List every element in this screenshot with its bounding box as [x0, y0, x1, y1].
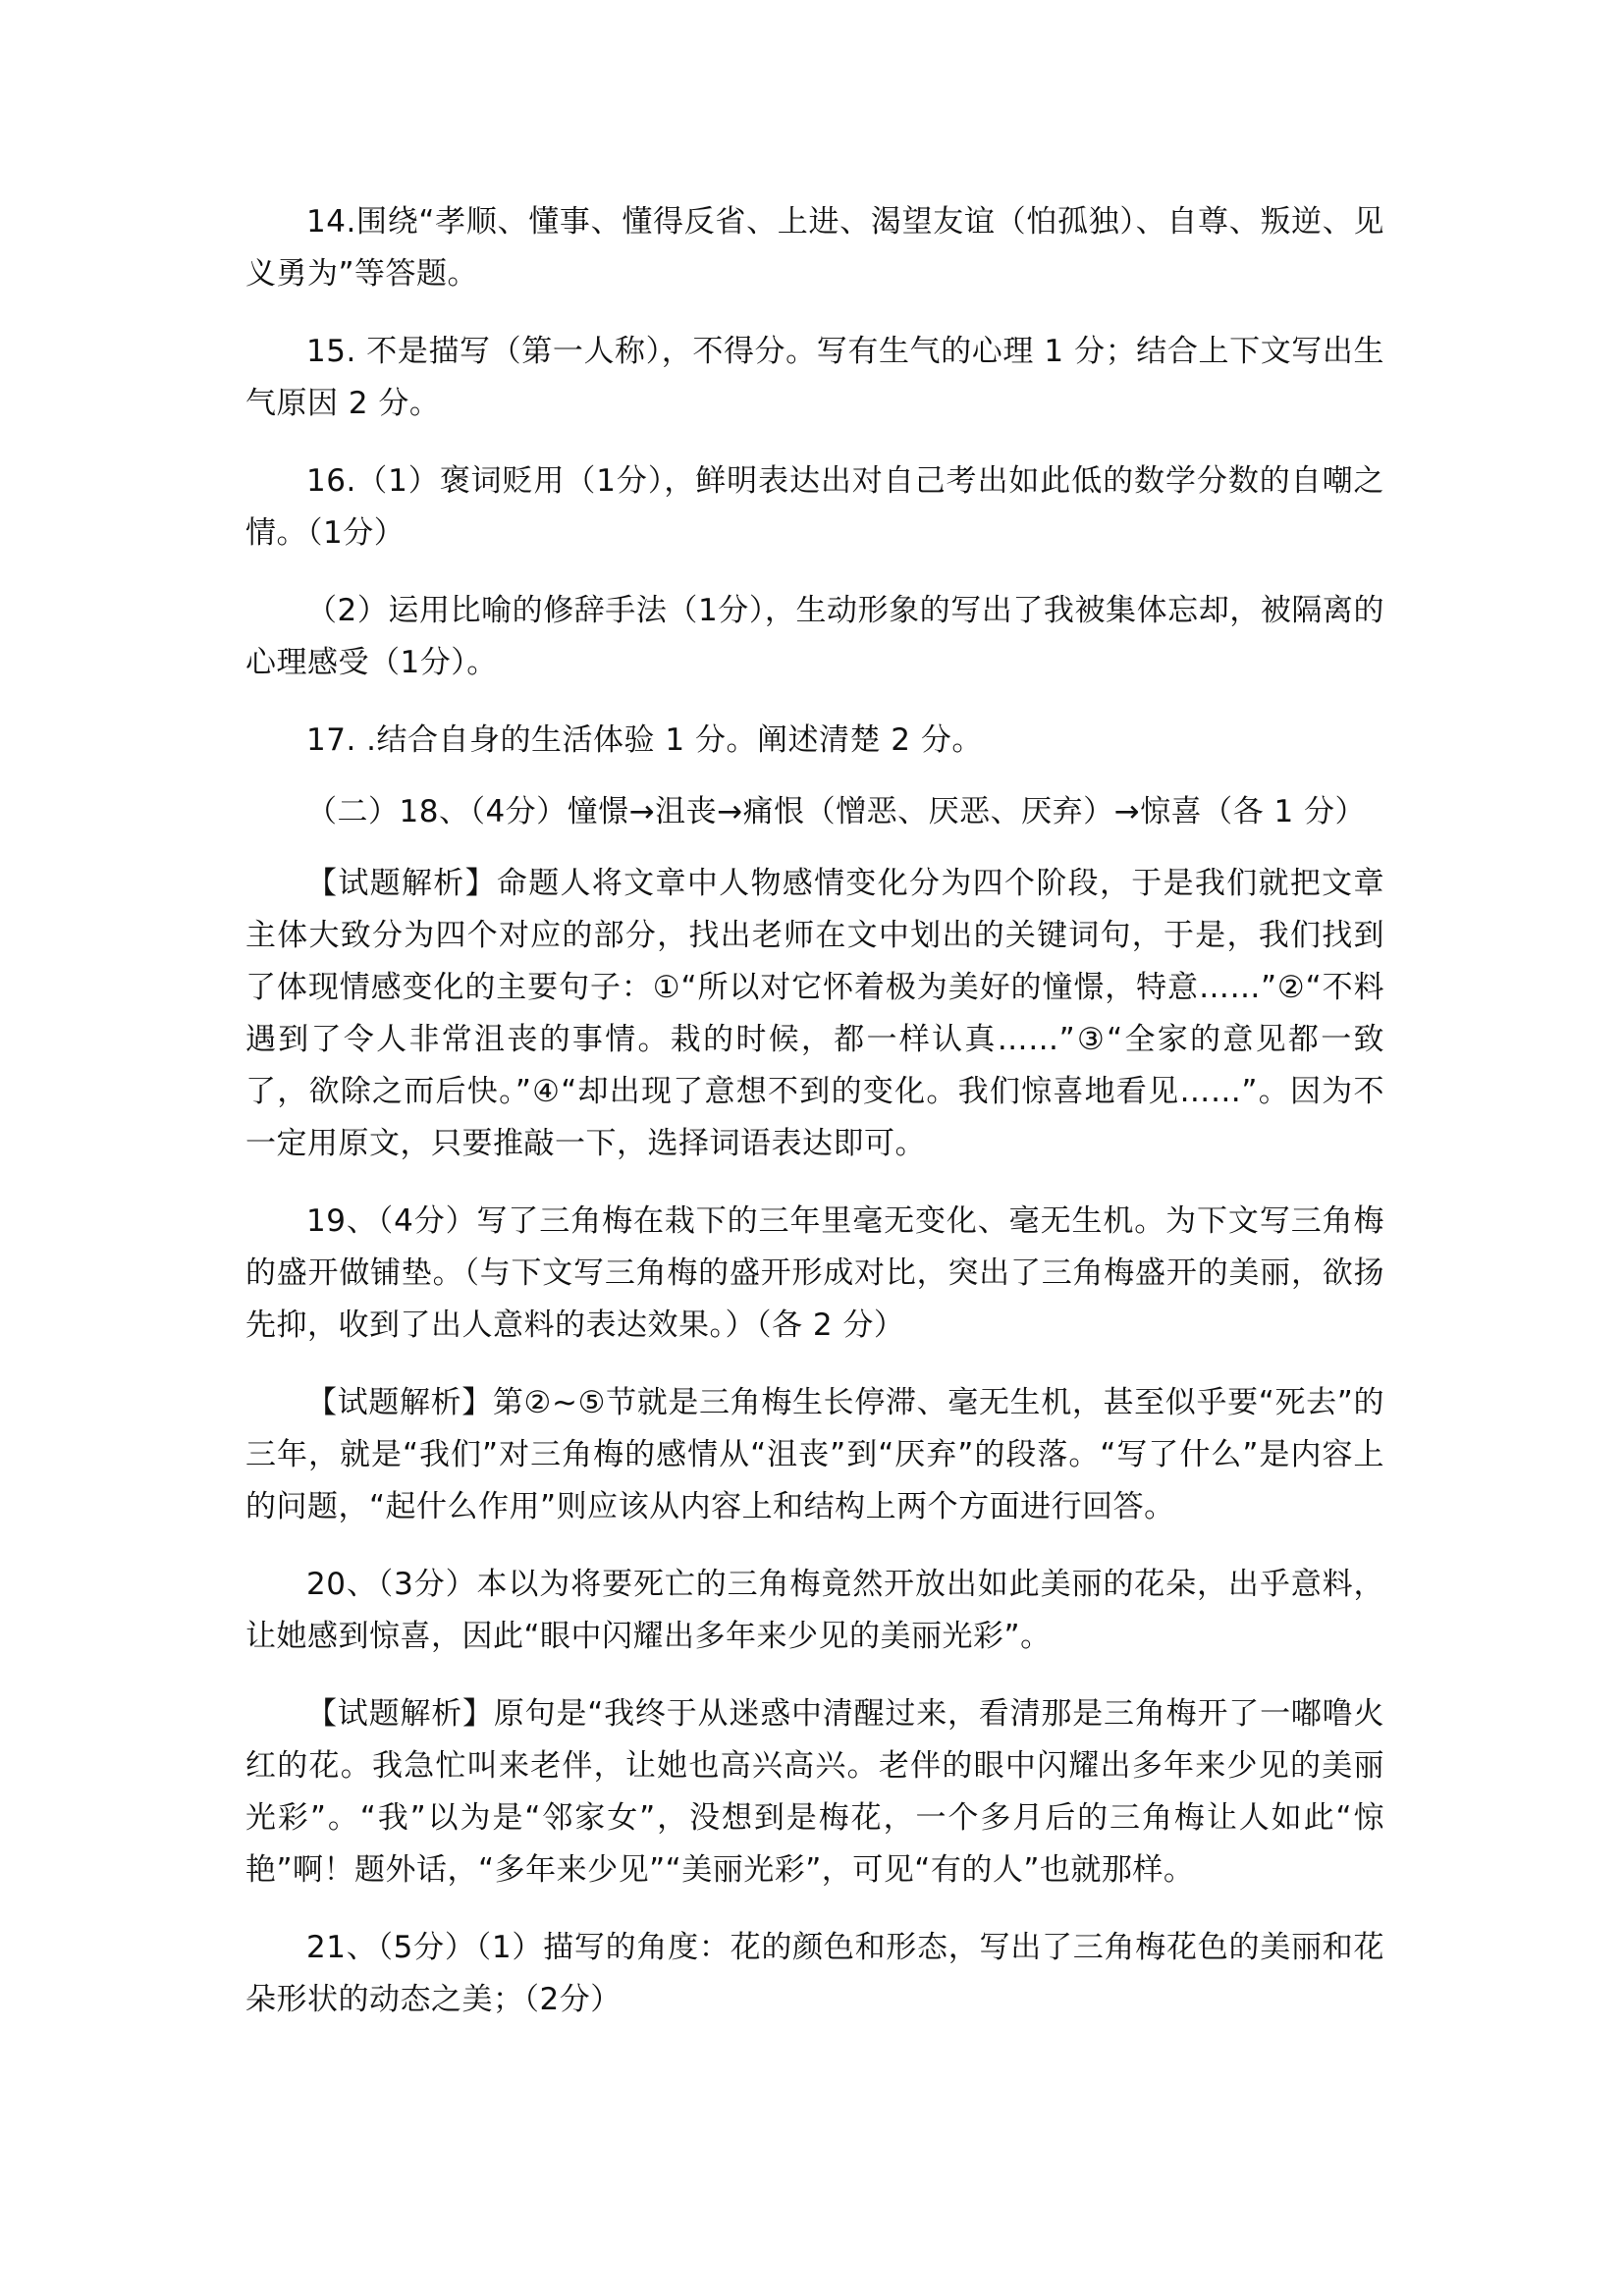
answer-paragraph-14: 14.围绕“孝顺、懂事、懂得反省、上进、渴望友谊（怕孤独）、自尊、叛逆、见义勇为”等答题。: [245, 204, 1384, 292]
analysis-paragraph-18: 【试题解析】命题人将文章中人物感情变化分为四个阶段，于是我们就把文章主体大致分为四个对应的部分，找出老师在文中划出的关键词句，于是，我们找到了体现情感变化的主要句子：①“所以对它怀着极为美好的憧憬，特意……”②“不料遇到了令人非常沮丧的事情。栽的时候，都一样认真……”③“全家的意见都一致了，欲除之而后快。”④“却出现了意想不到的变化。我们惊喜地看见……”。因为不一定用原文，只要推敲一下，选择词语表达即可。: [245, 866, 1384, 1161]
answer-paragraph-20: 20、（3分）本以为将要死亡的三角梅竟然开放出如此美丽的花朵，出乎意料，让她感到惊喜，因此“眼中闪耀出多年来少见的美丽光彩”。: [245, 1567, 1384, 1654]
answer-paragraph-15: 15. 不是描写（第一人称），不得分。写有生气的心理 1 分；结合上下文写出生气原因 2 分。: [245, 334, 1384, 421]
answer-paragraph-18: （二）18、（4分）憧憬→沮丧→痛恨（憎恶、厌恶、厌弃）→惊喜（各 1 分）: [306, 794, 1367, 829]
answer-paragraph-16-2: （2）运用比喻的修辞手法（1分），生动形象的写出了我被集体忘却，被隔离的心理感受（1分）。: [245, 593, 1384, 680]
answer-paragraph-17: 17. .结合自身的生活体验 1 分。阐述清楚 2 分。: [306, 722, 983, 758]
answer-content: [245, 196, 1384, 2052]
answer-paragraph-19: 19、（4分）写了三角梅在栽下的三年里毫无变化、毫无生机。为下文写三角梅的盛开做铺垫。（与下文写三角梅的盛开形成对比，突出了三角梅盛开的美丽，欲扬先抑，收到了出人意料的表达效果。）（各 2 分）: [245, 1203, 1384, 1343]
analysis-paragraph-20: 【试题解析】原句是“我终于从迷惑中清醒过来，看清那是三角梅开了一嘟噜火红的花。我急忙叫来老伴，让她也高兴高兴。老伴的眼中闪耀出多年来少见的美丽光彩”。“我”以为是“邻家女”，没想到是梅花，一个多月后的三角梅让人如此“惊艳”啊！题外话，“多年来少见”“美丽光彩”，可见“有的人”也就那样。: [245, 1696, 1384, 1888]
answer-paragraph-16-1: 16.（1）褒词贬用（1分），鲜明表达出对自己考出如此低的数学分数的自嘲之情。（1分）: [245, 463, 1384, 551]
answer-paragraph-21: 21、（5分）（1）描写的角度：花的颜色和形态，写出了三角梅花色的美丽和花朵形状的动态之美；（2分）: [245, 1930, 1384, 2017]
analysis-paragraph-19: 【试题解析】第②~⑤节就是三角梅生长停滞、毫无生机，甚至似乎要“死去”的三年，就是“我们”对三角梅的感情从“沮丧”到“厌弃”的段落。“写了什么”是内容上的问题，“起什么作用”则应该从内容上和结构上两个方面进行回答。: [245, 1385, 1384, 1524]
